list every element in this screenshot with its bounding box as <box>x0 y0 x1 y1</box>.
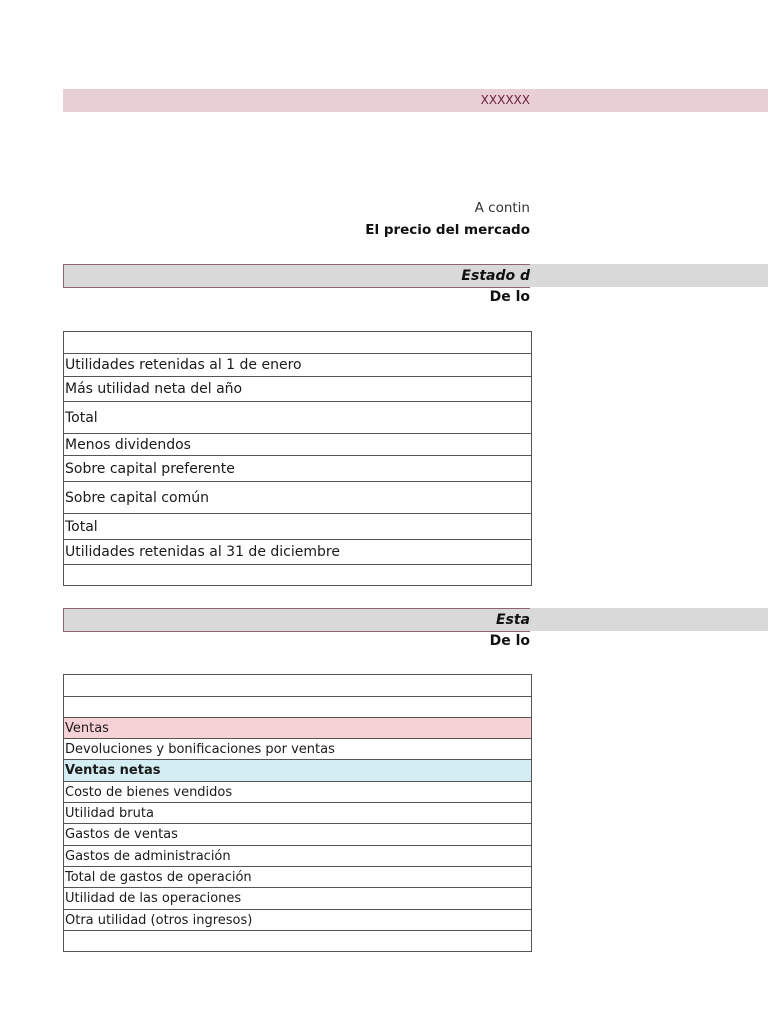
table-row[interactable]: Total <box>64 514 532 540</box>
table-row[interactable] <box>64 697 532 718</box>
table-row-ventas-netas[interactable]: Ventas netas <box>64 760 532 782</box>
table-row[interactable]: Menos dividendos <box>64 434 532 456</box>
table-row[interactable]: Sobre capital preferente <box>64 456 532 482</box>
section2-heading: Esta <box>495 612 530 628</box>
retained-earnings-table <box>63 331 532 586</box>
table-row[interactable]: Devoluciones y bonificaciones por ventas <box>64 739 532 760</box>
table-row[interactable]: Sobre capital común <box>64 482 532 514</box>
table-row[interactable]: Utilidad bruta <box>64 803 532 824</box>
table-row[interactable]: Gastos de administración <box>64 846 532 867</box>
table-row[interactable]: Costo de bienes vendidos <box>64 782 532 803</box>
table-row[interactable]: Utilidades retenidas al 1 de enero <box>64 354 532 377</box>
table-row[interactable] <box>64 332 532 354</box>
section1-subheading: De lo <box>489 289 530 305</box>
section1-heading-band <box>530 264 768 287</box>
table-row[interactable]: Más utilidad neta del año <box>64 377 532 402</box>
table-row-ventas[interactable]: Ventas <box>64 718 532 739</box>
table-row[interactable]: Utilidad de las operaciones <box>64 888 532 910</box>
intro-market-price: El precio del mercado <box>365 222 530 238</box>
table-row[interactable]: Otra utilidad (otros ingresos) <box>64 910 532 931</box>
document-title: XXXXXX <box>480 93 530 107</box>
table-row[interactable]: Total <box>64 402 532 434</box>
table-row[interactable] <box>64 565 532 586</box>
intro-text: A contin <box>474 200 530 216</box>
income-statement-table <box>63 674 532 952</box>
table-row[interactable]: Total de gastos de operación <box>64 867 532 888</box>
table-row[interactable] <box>64 675 532 697</box>
section2-subheading: De lo <box>489 633 530 649</box>
section2-heading-band <box>530 608 768 631</box>
table-row[interactable]: Gastos de ventas <box>64 824 532 846</box>
table-row[interactable]: Utilidades retenidas al 31 de diciembre <box>64 540 532 565</box>
section1-heading: Estado d <box>461 268 530 284</box>
table-row[interactable] <box>64 931 532 952</box>
